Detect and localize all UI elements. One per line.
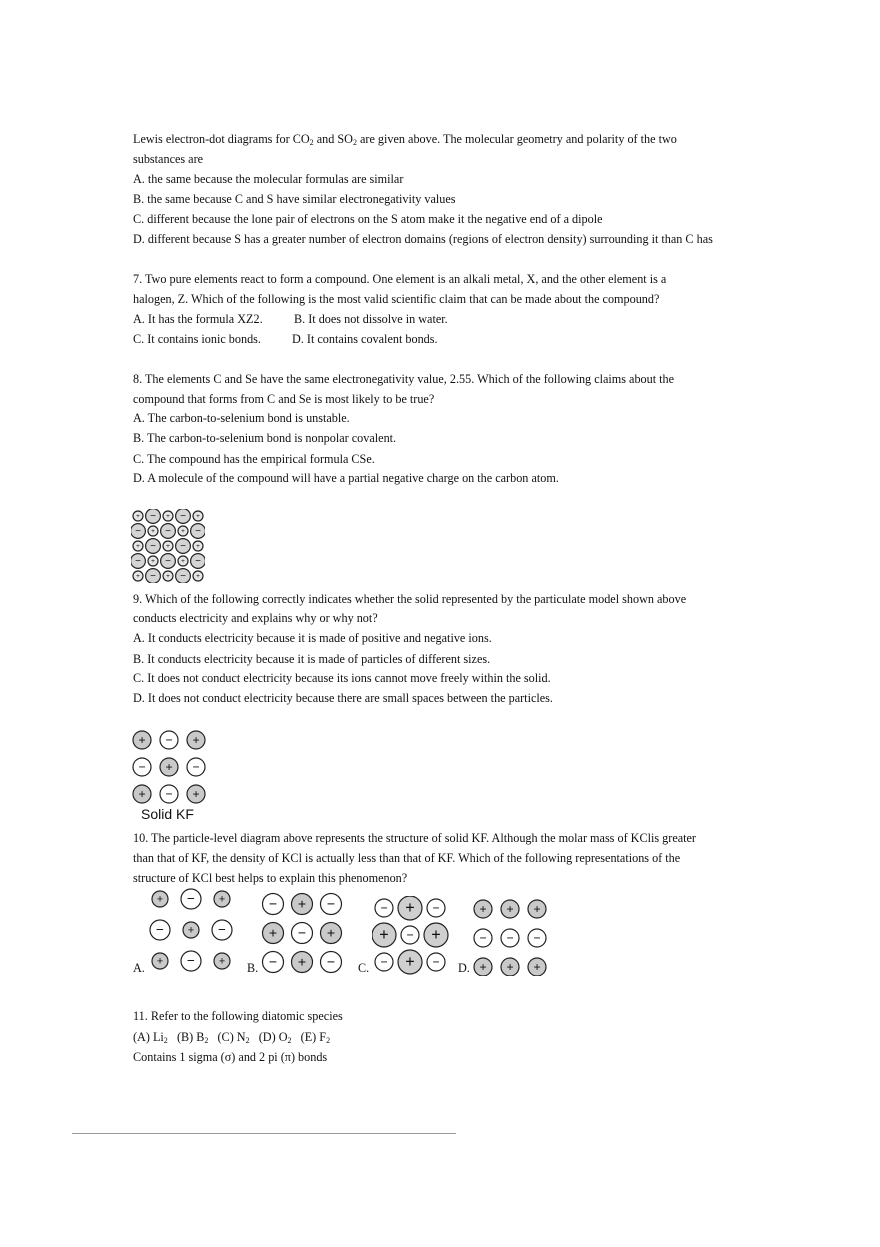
svg-text:+: + [431,926,441,945]
svg-text:−: − [180,541,186,553]
cation-icon [193,511,203,521]
q8-option-b: B. The carbon-to-selenium bond is nonpolar covalent. [133,431,397,445]
svg-text:+: + [196,513,200,521]
cation-icon [193,541,203,551]
cation-icon [133,571,143,581]
svg-text:−: − [180,511,186,523]
svg-text:+: + [181,528,185,536]
cation-icon [474,958,492,976]
svg-text:−: − [506,930,514,945]
q7-option-a: A. It has the formula XZ2. [133,312,263,326]
svg-text:+: + [268,925,278,942]
svg-text:−: − [150,571,156,583]
svg-text:−: − [195,556,201,568]
svg-text:+: + [192,786,200,801]
cation-icon [152,953,168,969]
solid-kf-diagram [131,729,207,805]
anion-icon [321,952,342,973]
anion-icon [133,758,151,776]
svg-text:+: + [151,528,155,536]
q10-choice-b-diagram [259,890,345,976]
svg-text:+: + [136,573,140,581]
svg-text:+: + [196,543,200,551]
svg-text:+: + [187,924,195,937]
svg-text:−: − [533,930,541,945]
svg-text:−: − [150,541,156,553]
anion-icon [181,889,201,909]
svg-text:−: − [165,526,171,538]
q10-stem-line-3: structure of KCl best helps to explain this phenomenon? [133,871,408,885]
cation-icon [148,526,158,536]
anion-icon [427,899,445,917]
svg-text:−: − [268,954,278,971]
cation-icon [501,958,519,976]
svg-text:−: − [135,526,141,538]
anion-icon [263,952,284,973]
q11-species-list [133,1029,330,1045]
q9-stem-line-1: 9. Which of the following correctly indicates whether the solid represented by the particulate model shown above [133,592,687,606]
q10-stem-line-2: than that of KF, the density of KCl is actually less than that of KF. Which of the following representations of the [133,851,681,865]
anion-icon [292,923,313,944]
q10-choice-d-diagram [472,898,550,976]
q6-option-c: C. different because the lone pair of electrons on the S atom make it the negative end of a dipole [133,212,603,226]
svg-text:−: − [135,556,141,568]
anion-icon [160,785,178,803]
anion-icon [176,569,191,583]
q10-choice-b-label: B. [247,961,259,975]
cation-icon [133,785,151,803]
svg-text:+: + [506,901,514,916]
svg-text:+: + [166,543,170,551]
svg-text:+: + [533,901,541,916]
anion-icon [528,929,546,947]
footnote-rule [72,1133,456,1134]
species-c: (C) $N_2$ [217,1030,250,1045]
q6-option-b: B. the same because C and S have similar electronegativity values [133,192,456,206]
q9-option-a: A. It conducts electricity because it is made of positive and negative ions. [133,631,492,645]
svg-text:−: − [432,900,440,915]
svg-text:−: − [297,925,307,942]
svg-text:−: − [406,927,414,942]
svg-text:+: + [156,955,164,968]
svg-text:−: − [326,954,336,971]
svg-text:−: − [138,759,146,774]
anion-icon [131,524,145,539]
svg-text:−: − [380,954,388,969]
cation-icon [501,900,519,918]
anion-icon [161,554,176,569]
cation-icon [292,894,313,915]
q6-stem-line-1: Lewis electron-dot diagrams for $CO_2$ and $SO_2$ are given above. The molecular geometry and polarity of the two [133,132,677,147]
cation-icon [474,900,492,918]
q7-option-c: C. It contains ionic bonds. [133,332,261,346]
cation-icon [528,958,546,976]
q8-stem-line-2: compound that forms from C and Se is most likely to be true? [133,392,435,406]
svg-text:−: − [165,732,173,747]
anion-icon [176,509,191,523]
svg-text:+: + [297,954,307,971]
cation-icon [263,923,284,944]
svg-text:+: + [506,959,514,974]
q9-option-d: D. It does not conduct electricity because there are small spaces between the particles. [133,691,553,705]
cation-icon [424,923,448,947]
anion-icon [321,894,342,915]
svg-text:−: − [268,896,278,913]
svg-text:−: − [380,900,388,915]
q9-option-b: B. It conducts electricity because it is made of particles of different sizes. [133,652,491,666]
anion-icon [131,554,145,569]
anion-icon [176,539,191,554]
cation-icon [214,891,230,907]
q10-choice-a-label: A. [133,961,145,975]
svg-text:+: + [165,759,173,774]
cation-icon [398,896,422,920]
cation-icon [214,953,230,969]
svg-text:+: + [479,959,487,974]
cation-icon [178,526,188,536]
q10-choice-c-diagram [372,896,452,976]
svg-text:+: + [405,953,415,972]
anion-icon [181,951,201,971]
q10-choice-c-label: C. [358,961,370,975]
svg-text:+: + [218,893,226,906]
svg-text:+: + [379,926,389,945]
cation-icon [183,922,199,938]
svg-text:−: − [187,953,195,969]
anion-icon [150,920,170,940]
anion-icon [161,524,176,539]
svg-text:+: + [166,513,170,521]
q8-option-c: C. The compound has the empirical formula CSe. [133,452,375,466]
q9-option-c: C. It does not conduct electricity because its ions cannot move freely within the solid. [133,671,551,685]
svg-text:−: − [187,891,195,907]
svg-text:−: − [218,922,226,938]
q7-option-b: B. It does not dissolve in water. [294,312,448,326]
svg-text:−: − [156,922,164,938]
anion-icon [212,920,232,940]
q10-stem-line-1: 10. The particle-level diagram above represents the structure of solid KF. Although the molar mass of KClis greater [133,831,696,845]
svg-text:+: + [192,732,200,747]
svg-text:−: − [150,511,156,523]
anion-icon [427,953,445,971]
ionic-lattice-figure [131,509,205,583]
species-a: (A) $Li_2$ [133,1030,168,1045]
q10-choice-a-diagram [148,887,234,975]
svg-text:−: − [479,930,487,945]
species-d: (D) $O_2$ [258,1030,292,1045]
svg-text:−: − [326,896,336,913]
anion-icon [501,929,519,947]
cation-icon [163,571,173,581]
svg-text:+: + [326,925,336,942]
q9-stem-line-2: conducts electricity and explains why or why not? [133,611,378,625]
cation-icon [163,541,173,551]
svg-text:+: + [151,558,155,566]
cation-icon [148,556,158,566]
q11-prompt: Contains 1 sigma (σ) and 2 pi (π) bonds [133,1050,328,1064]
svg-text:+: + [138,732,146,747]
cation-icon [321,923,342,944]
anion-icon [191,554,205,569]
solid-kf-caption: Solid KF [141,806,194,822]
svg-text:+: + [166,573,170,581]
cation-icon [133,541,143,551]
cation-icon [372,923,396,947]
anion-icon [375,899,393,917]
cation-icon [133,731,151,749]
q6-stem-line-2: substances are [133,152,204,166]
svg-text:+: + [181,558,185,566]
svg-text:+: + [297,896,307,913]
svg-text:+: + [533,959,541,974]
q8-stem-line-1: 8. The elements C and Se have the same electronegativity value, 2.55. Which of the following claims about the [133,372,675,386]
svg-text:−: − [192,759,200,774]
anion-icon [146,569,161,583]
q7-option-d: D. It contains covalent bonds. [292,332,438,346]
q7-stem-line-1: 7. Two pure elements react to form a compound. One element is an alkali metal, X, and the other element is a [133,272,667,286]
species-e: (E) $F_2$ [300,1030,331,1045]
q6-option-a: A. the same because the molecular formulas are similar [133,172,404,186]
cation-icon [528,900,546,918]
svg-text:−: − [432,954,440,969]
cation-icon [160,758,178,776]
svg-text:+: + [136,543,140,551]
anion-icon [160,731,178,749]
anion-icon [146,539,161,554]
svg-text:+: + [479,901,487,916]
cation-icon [398,950,422,974]
svg-text:+: + [218,955,226,968]
anion-icon [146,509,161,523]
svg-text:+: + [138,786,146,801]
q10-choice-d-label: D. [458,961,470,975]
anion-icon [401,926,419,944]
q6-option-d: D. different because S has a greater number of electron domains (regions of electron density) surrounding it than C has [133,232,713,246]
svg-text:+: + [196,573,200,581]
cation-icon [187,731,205,749]
anion-icon [187,758,205,776]
cation-icon [187,785,205,803]
species-b: (B) $B_2$ [176,1030,209,1045]
anion-icon [191,524,205,539]
svg-text:−: − [180,571,186,583]
svg-text:−: − [195,526,201,538]
svg-text:+: + [136,513,140,521]
svg-text:−: − [165,786,173,801]
cation-icon [292,952,313,973]
svg-text:+: + [156,893,164,906]
q8-option-d: D. A molecule of the compound will have a partial negative charge on the carbon atom. [133,471,559,485]
q7-stem-line-2: halogen, Z. Which of the following is the most valid scientific claim that can be made about the compound? [133,292,660,306]
svg-text:+: + [405,899,415,918]
cation-icon [178,556,188,566]
anion-icon [474,929,492,947]
anion-icon [375,953,393,971]
cation-icon [133,511,143,521]
anion-icon [263,894,284,915]
cation-icon [193,571,203,581]
q11-stem: 11. Refer to the following diatomic species [133,1009,343,1023]
svg-text:−: − [165,556,171,568]
cation-icon [152,891,168,907]
q8-option-a: A. The carbon-to-selenium bond is unstable. [133,411,350,425]
cation-icon [163,511,173,521]
